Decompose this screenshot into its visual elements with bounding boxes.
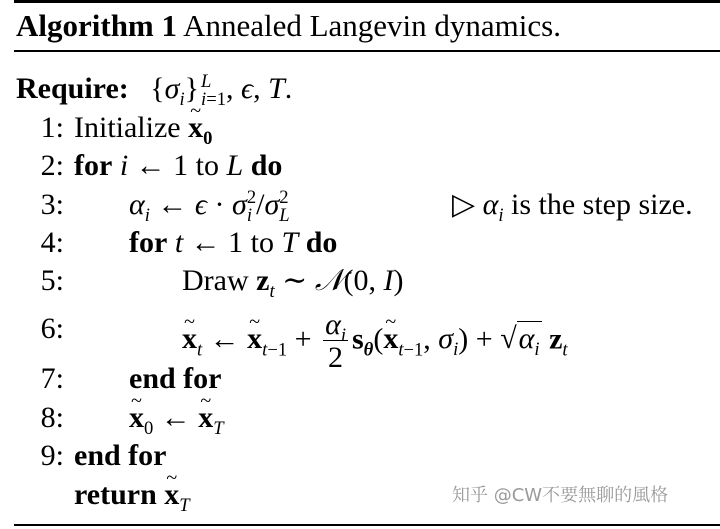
header-rule xyxy=(14,50,720,52)
for-keyword: for xyxy=(74,149,113,182)
algorithm-label: Algorithm 1 xyxy=(16,8,178,43)
line-body: ~ $x_0$ ← ~ $x_T$ xyxy=(129,399,224,437)
require-line xyxy=(16,70,292,110)
to-keyword: to xyxy=(195,149,219,182)
top-rule xyxy=(14,0,720,3)
end-for-keyword: end for xyxy=(129,362,222,395)
line-number: 7: xyxy=(40,362,64,395)
line-body: ~ $x_t$ ← ~ $x_{t-1}$ + $\frac{\alpha_i}{2}$ $s_\theta(\sim$ $x_{t-1}$, $\sigma_i) + √\alpha_i$ $z_t$ xyxy=(182,310,568,373)
draw-keyword: Draw xyxy=(182,264,249,297)
to-keyword: to xyxy=(250,226,274,259)
return-keyword: return xyxy=(74,478,157,511)
line-body: Draw $z_t$ ∼ 𝒩(0, I) xyxy=(182,264,404,302)
line-number: 5: xyxy=(40,264,64,297)
algorithm-title xyxy=(16,6,561,46)
for-keyword: for xyxy=(129,226,168,259)
line-number: 4: xyxy=(40,226,64,259)
line-body: return ~ $x_T$ xyxy=(74,476,190,514)
zhihu-watermark: 知乎 @CW不要無聊的風格 xyxy=(452,485,669,506)
line-number: 3: xyxy=(40,188,64,221)
require-label: Require: xyxy=(16,72,129,105)
algorithm-name: Annealed Langevin dynamics. xyxy=(183,8,561,43)
initialize-keyword: Initialize xyxy=(74,111,181,144)
line-number: 2: xyxy=(40,149,64,182)
line-body: Initialize ~ $x_0$ xyxy=(74,109,212,147)
comment-text: is the step size. xyxy=(511,188,693,221)
end-for-keyword: end for xyxy=(74,439,167,472)
line-body: for t ← 1 to T do xyxy=(129,226,338,259)
line-number: 1: xyxy=(40,111,64,144)
line-number: 6: xyxy=(40,312,64,345)
do-keyword: do xyxy=(250,149,283,182)
require-expr: $\{\sigma_i\}$ L i=1 , ϵ, T. xyxy=(150,70,293,111)
line-body: for i ← 1 to L do xyxy=(74,149,283,182)
line-body xyxy=(74,437,167,475)
bottom-rule xyxy=(14,524,720,526)
line-comment: ▷ $\alpha_i$ is the step size. xyxy=(452,188,693,226)
line-number: 9: xyxy=(40,439,64,472)
do-keyword: do xyxy=(305,226,338,259)
line-number: 8: xyxy=(40,401,64,434)
line-body: $\alpha_i$ ← ϵ · σ 2 i /σ 2 L xyxy=(129,186,290,227)
